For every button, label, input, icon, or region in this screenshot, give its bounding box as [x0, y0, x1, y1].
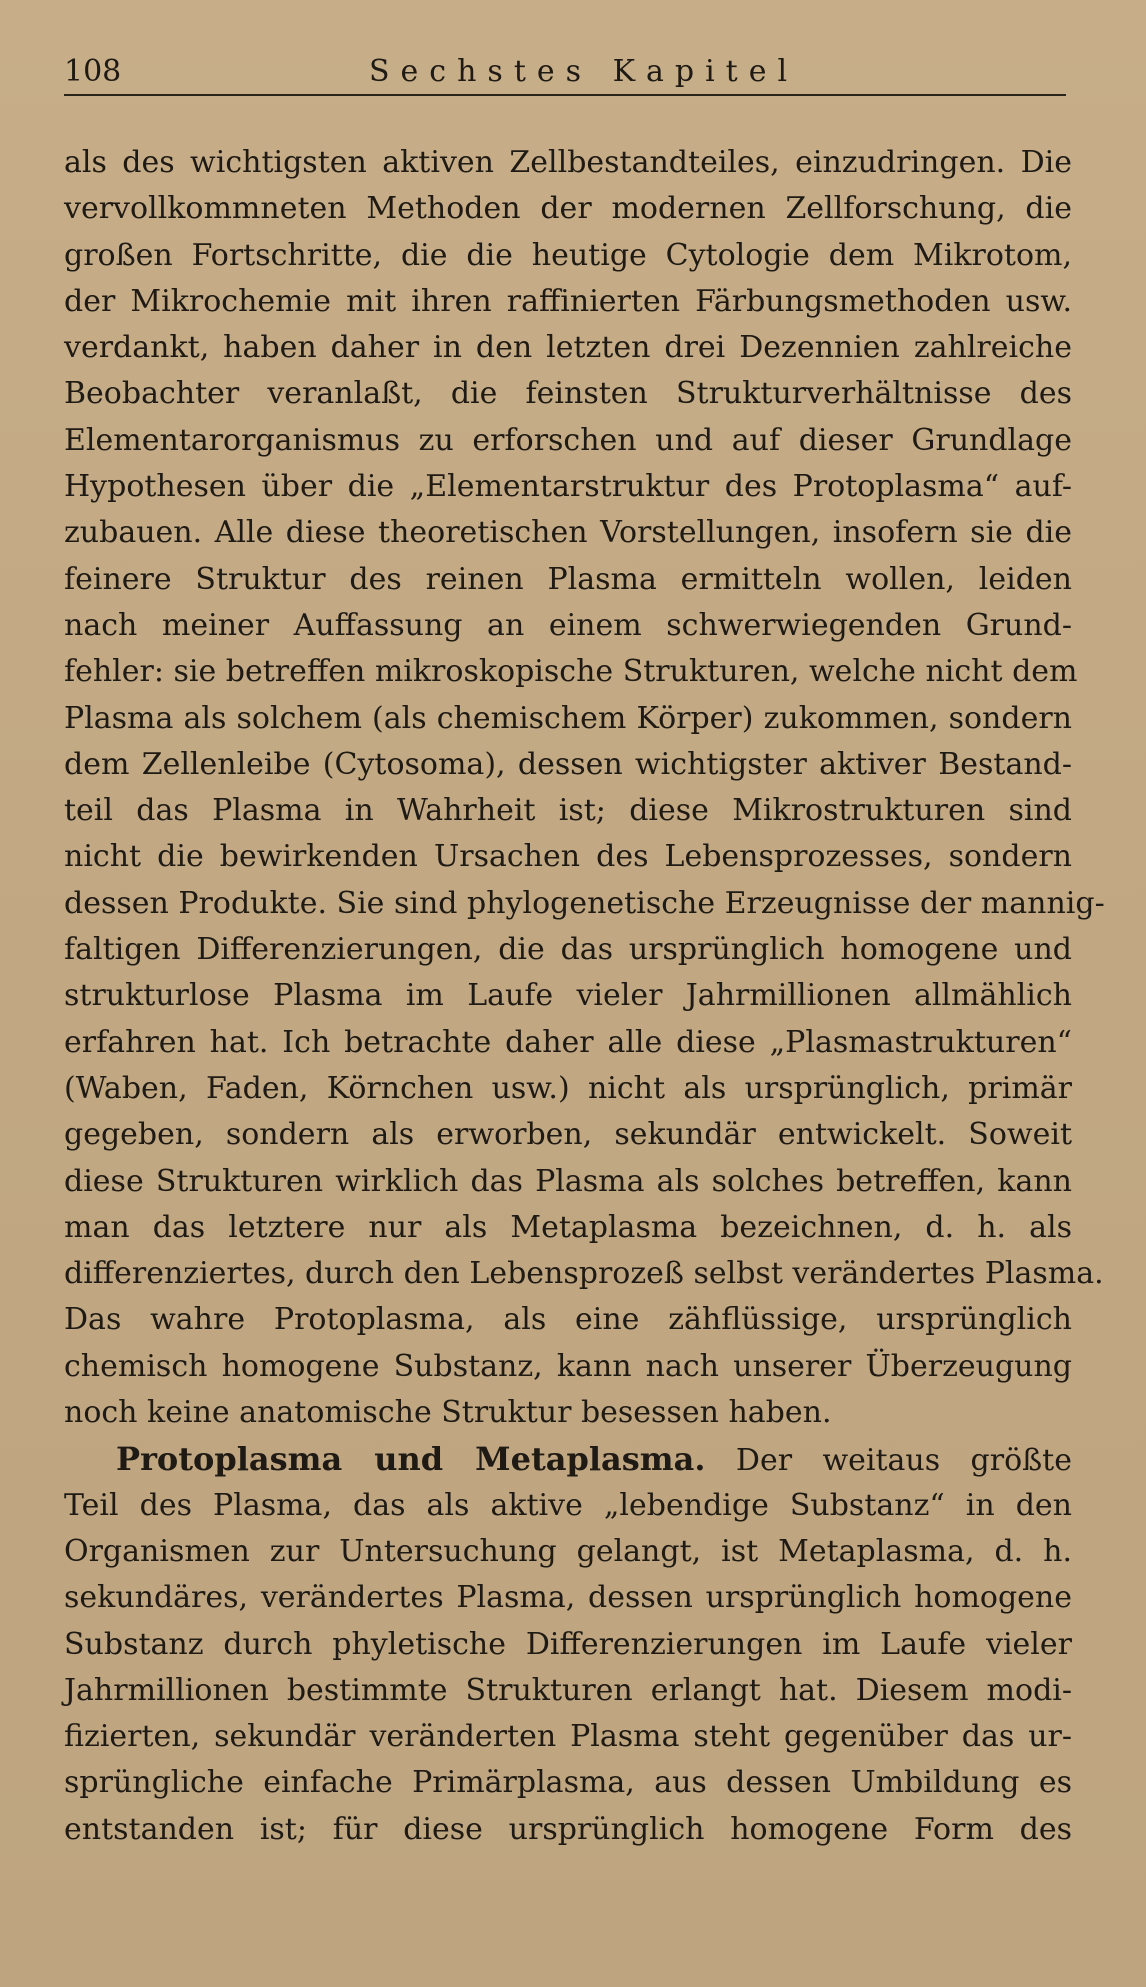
text-line: nicht die bewirkenden Ursachen des Lebensprozesses, sondern	[64, 839, 1072, 875]
text-line: Hypothesen über die „Elementarstruktur des Protoplasma“ auf-	[64, 469, 1072, 505]
running-head: Sechstes Kapitel	[369, 54, 799, 89]
text-line: Jahrmillionen bestimmte Strukturen erlangt hat. Diesem modi-	[64, 1672, 1072, 1708]
text-line: verdankt, haben daher in den letzten drei Dezennien zahlreiche	[64, 330, 1072, 366]
page-header	[64, 52, 1066, 98]
text-line: großen Fortschritte, die die heutige Cytologie dem Mikrotom,	[64, 237, 1072, 273]
text-line: entstanden ist; für diese ursprünglich homogene Form des	[64, 1811, 1072, 1847]
text-line: man das letztere nur als Metaplasma bezeichnen, d. h. als	[64, 1209, 1072, 1245]
text-line: vervollkommneten Methoden der modernen Zellforschung, die	[64, 191, 1072, 227]
text-line: fehler: sie betreffen mikroskopische Strukturen, welche nicht dem	[64, 654, 1078, 690]
text-line: sprüngliche einfache Primärplasma, aus dessen Umbildung es	[64, 1765, 1072, 1801]
text-line: als des wichtigsten aktiven Zellbestandteiles, einzudringen. Die	[64, 145, 1072, 180]
text-line: sekundäres, verändertes Plasma, dessen ursprünglich homogene	[64, 1580, 1072, 1616]
text-line: fizierten, sekundär veränderten Plasma steht gegenüber das ur-	[64, 1719, 1072, 1755]
text-line: Beobachter veranlaßt, die feinsten Strukturverhältnisse des	[64, 376, 1072, 412]
section-heading: Protoplasma und Metaplasma.	[116, 1440, 706, 1479]
text-line: Das wahre Protoplasma, als eine zähflüssige, ursprünglich	[64, 1302, 1072, 1338]
text-line: Organismen zur Untersuchung gelangt, ist Metaplasma, d. h.	[64, 1533, 1072, 1569]
body-text	[64, 140, 1105, 1853]
section-first-line	[64, 1436, 1072, 1482]
text-line: teil das Plasma in Wahrheit ist; diese Mikrostrukturen sind	[64, 793, 1072, 829]
text-line: Plasma als solchem (als chemischem Körper) zukommen, sondern	[64, 700, 1072, 736]
text-line: gegeben, sondern als erworben, sekundär entwickelt. Soweit	[64, 1117, 1072, 1153]
text-line: strukturlose Plasma im Laufe vieler Jahrmillionen allmählich	[64, 978, 1072, 1014]
section-first-line-text: Der weitaus größte	[735, 1443, 1072, 1479]
text-line: diese Strukturen wirklich das Plasma als solches betreffen, kann	[64, 1163, 1072, 1199]
page-number: 108	[64, 54, 122, 89]
text-line: dem Zellenleibe (Cytosoma), dessen wichtigster aktiver Bestand-	[64, 746, 1072, 782]
text-line: Teil des Plasma, das als aktive „lebendige Substanz“ in den	[64, 1487, 1072, 1523]
text-line: Substanz durch phyletische Differenzierungen im Laufe vieler	[64, 1626, 1072, 1662]
text-line: (Waben, Faden, Körnchen usw.) nicht als ursprünglich, primär	[64, 1070, 1072, 1106]
text-line: feinere Struktur des reinen Plasma ermitteln wollen, leiden	[64, 561, 1072, 597]
header-rule	[64, 94, 1066, 96]
text-line: der Mikrochemie mit ihren raffinierten Färbungsmethoden usw.	[64, 283, 1072, 319]
text-line: noch keine anatomische Struktur besessen haben.	[64, 1395, 832, 1431]
text-line: zubauen. Alle diese theoretischen Vorstellungen, insofern sie die	[64, 515, 1072, 551]
text-line: erfahren hat. Ich betrachte daher alle diese „Plasmastrukturen“	[64, 1024, 1072, 1060]
text-line: dessen Produkte. Sie sind phylogenetische Erzeugnisse der mannig-	[64, 885, 1105, 921]
text-line: differenziertes, durch den Lebensprozeß selbst verändertes Plasma.	[64, 1256, 1104, 1292]
text-line: faltigen Differenzierungen, die das ursprünglich homogene und	[64, 932, 1072, 968]
text-line: Elementarorganismus zu erforschen und auf dieser Grundlage	[64, 422, 1072, 458]
text-line: nach meiner Auffassung an einem schwerwiegenden Grund-	[64, 607, 1072, 643]
text-line: chemisch homogene Substanz, kann nach unserer Überzeugung	[64, 1348, 1072, 1384]
